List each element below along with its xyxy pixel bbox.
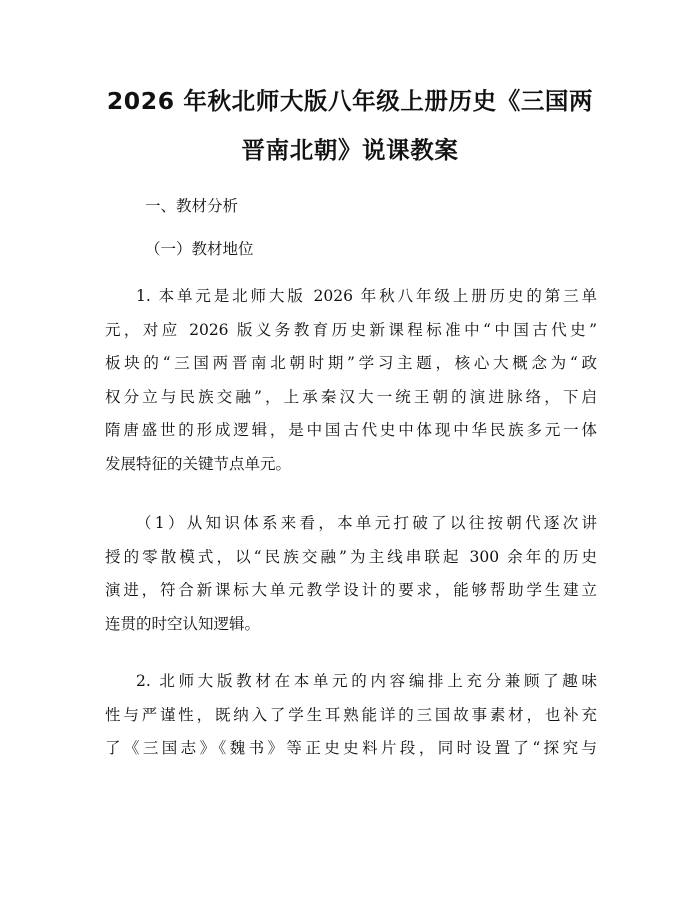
paragraph-line: 2. 北师大版教材在本单元的内容编排上充分兼顾了趣味	[136, 672, 597, 690]
section-heading: 一、教材分析	[145, 197, 239, 215]
paragraph-line: 连贯的时空认知逻辑。	[105, 614, 261, 633]
paragraph-line: 演进，符合新课标大单元教学设计的要求，能够帮助学生建立	[105, 581, 597, 599]
paragraph-line: 板块的“三国两晋南北朝时期”学习主题，核心大概念为“政	[105, 354, 597, 372]
document-title-line-2: 晋南北朝》说课教案	[241, 136, 459, 164]
paragraph-line: 权分立与民族交融”，上承秦汉大一统王朝的演进脉络，下启	[105, 387, 597, 406]
paragraph-line: 了《三国志》《魏书》等正史史料片段，同时设置了“探究与	[105, 739, 597, 757]
subsection-heading: （一）教材地位	[145, 240, 254, 258]
paragraph-line: （1）从知识体系来看，本单元打破了以往按朝代逐次讲	[136, 514, 597, 532]
paragraph-line: 隋唐盛世的形成逻辑，是中国古代史中体现中华民族多元一体	[105, 421, 597, 439]
paragraph-line: 1. 本单元是北师大版 2026 年秋八年级上册历史的第三单	[136, 287, 597, 305]
paragraph-3	[105, 670, 597, 771]
document-title-line-1: 2026 年秋北师大版八年级上册历史《三国两	[106, 87, 594, 115]
paragraph-line: 授的零散模式，以“民族交融”为主线串联起 300 余年的历史	[105, 547, 597, 566]
paragraph-1	[105, 285, 597, 486]
paragraph-line: 性与严谨性，既纳入了学生耳熟能详的三国故事素材，也补充	[105, 705, 597, 724]
paragraph-2	[105, 512, 597, 646]
paragraph-line: 发展特征的关键节点单元。	[105, 454, 292, 473]
paragraph-line: 元，对应 2026 版义务教育历史新课程标准中“中国古代史”	[105, 320, 597, 339]
